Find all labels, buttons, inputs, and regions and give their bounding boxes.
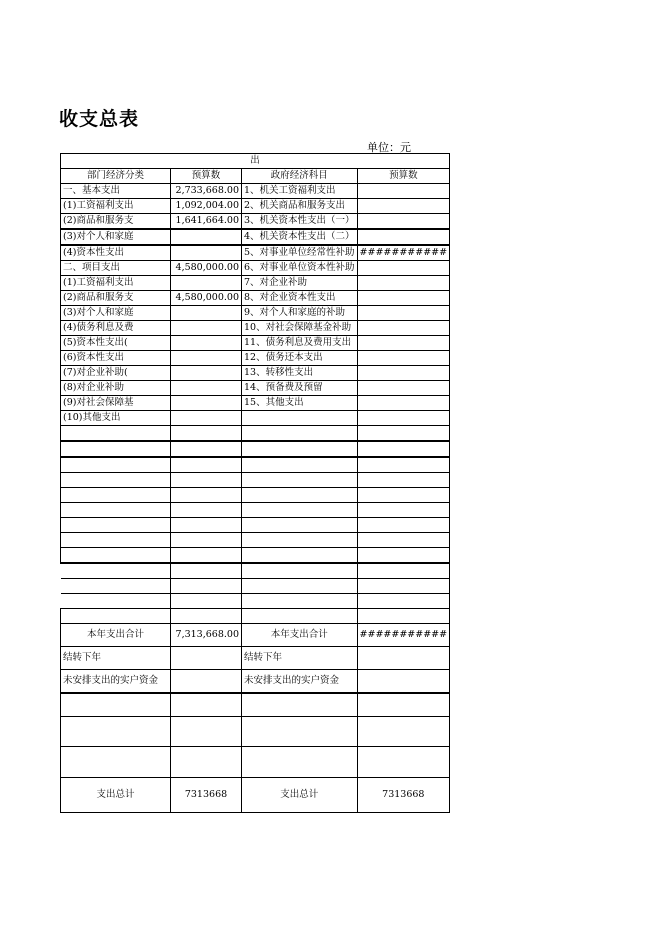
empty-cell[interactable] (242, 457, 358, 473)
empty-cell[interactable] (61, 747, 171, 778)
table-row (61, 306, 450, 321)
table-row (61, 411, 450, 426)
cell-budget-1[interactable] (171, 336, 242, 351)
empty-cell[interactable] (171, 488, 242, 503)
cell-budget-2[interactable] (357, 261, 450, 276)
empty-row (61, 488, 450, 503)
cell-dept-class[interactable]: (4)债务利息及费 (61, 321, 171, 336)
empty-cell[interactable] (171, 503, 242, 518)
year-total-value-right[interactable]: ########### (357, 624, 450, 647)
cell-dept-class[interactable]: (6)资本性支出 (61, 351, 171, 366)
year-total-value-left[interactable]: 7,313,668.00 (171, 624, 242, 647)
empty-cell[interactable] (242, 503, 358, 518)
cell-budget-2[interactable] (357, 291, 450, 306)
empty-cell[interactable] (242, 518, 358, 533)
empty-cell[interactable] (242, 488, 358, 503)
column-header-row (61, 169, 450, 184)
empty-row (61, 533, 450, 548)
cell-dept-class[interactable]: (3)对个人和家庭 (61, 306, 171, 321)
header-gov-subject: 政府经济科目 (242, 169, 358, 184)
empty-cell[interactable] (61, 609, 171, 624)
empty-row (61, 473, 450, 488)
grand-total-label-left: 支出总计 (61, 778, 171, 813)
empty-row (61, 548, 450, 564)
cell-budget-1[interactable] (171, 321, 242, 336)
empty-cell[interactable] (61, 503, 171, 518)
empty-cell[interactable] (171, 533, 242, 548)
cell-dept-class[interactable]: (8)对企业补助 (61, 381, 171, 396)
unarranged-funds-row (61, 670, 450, 694)
empty-cell[interactable] (171, 579, 242, 594)
empty-cell[interactable] (171, 594, 242, 609)
cell-dept-class[interactable]: (7)对企业补助( (61, 366, 171, 381)
cell-gov-subject[interactable]: 11、债务利息及费用支出 (242, 336, 358, 351)
empty-cell[interactable] (357, 441, 450, 457)
cell-dept-class[interactable]: (3)对个人和家庭 (61, 229, 171, 245)
empty-row (61, 717, 450, 747)
cell-budget-2[interactable] (357, 381, 450, 396)
empty-cell[interactable] (242, 693, 358, 717)
empty-cell[interactable] (171, 717, 242, 747)
empty-cell[interactable] (171, 747, 242, 778)
cell-budget-2[interactable] (357, 199, 450, 214)
table-row (61, 396, 450, 411)
empty-cell[interactable] (357, 548, 450, 564)
empty-cell[interactable] (61, 548, 171, 564)
unit-label: 单位：元 (367, 141, 411, 154)
cell-dept-class[interactable]: (1)工资福利支出 (61, 199, 171, 214)
empty-cell[interactable] (357, 747, 450, 778)
table-row (61, 336, 450, 351)
section-header: 出 (61, 154, 450, 169)
cell-budget-2[interactable] (357, 214, 450, 230)
cell-gov-subject[interactable]: 3、机关资本性支出（一） (242, 214, 358, 230)
cell-gov-subject[interactable]: 12、债务还本支出 (242, 351, 358, 366)
cell-budget-2[interactable] (357, 321, 450, 336)
empty-cell[interactable] (357, 426, 450, 442)
table-row (61, 291, 450, 306)
cell-budget-2[interactable] (357, 276, 450, 291)
empty-cell[interactable] (357, 717, 450, 747)
cell-dept-class[interactable]: (4)资本性支出 (61, 245, 171, 261)
empty-cell[interactable] (171, 518, 242, 533)
cell-budget-1[interactable]: 2,733,668.00 (171, 184, 242, 199)
table-row (61, 366, 450, 381)
table-row (61, 229, 450, 245)
cell-gov-subject[interactable]: 5、对事业单位经常性补助 (242, 245, 358, 261)
cell-budget-2[interactable] (357, 336, 450, 351)
unarranged-label-right: 未安排支出的实户资金 (242, 670, 358, 694)
unarranged-label-left: 未安排支出的实户资金 (61, 670, 171, 694)
empty-cell[interactable] (171, 441, 242, 457)
table-row (61, 199, 450, 214)
empty-row (61, 579, 450, 594)
grand-total-row (61, 778, 450, 813)
cell-budget-2[interactable] (357, 396, 450, 411)
cell-gov-subject[interactable]: 6、对事业单位资本性补助 (242, 261, 358, 276)
empty-row (61, 609, 450, 624)
empty-row (61, 594, 450, 609)
empty-cell[interactable] (61, 594, 171, 609)
header-budget-1: 预算数 (171, 169, 242, 184)
carry-forward-row (61, 647, 450, 670)
cell-budget-1[interactable] (171, 351, 242, 366)
cell-budget-2[interactable] (357, 351, 450, 366)
empty-cell[interactable] (357, 693, 450, 717)
empty-cell[interactable] (61, 563, 171, 579)
cell-budget-1[interactable] (171, 381, 242, 396)
empty-cell[interactable] (242, 579, 358, 594)
cell-budget-1[interactable] (171, 411, 242, 426)
cell-budget-2[interactable] (357, 366, 450, 381)
table-row (61, 214, 450, 230)
empty-cell[interactable] (171, 693, 242, 717)
empty-row (61, 563, 450, 579)
cell-gov-subject[interactable] (242, 411, 358, 426)
empty-cell[interactable] (357, 518, 450, 533)
cell-budget-2[interactable] (357, 229, 450, 245)
empty-row (61, 503, 450, 518)
empty-cell[interactable] (357, 594, 450, 609)
year-total-label-right: 本年支出合计 (242, 624, 358, 647)
header-budget-2: 预算数 (357, 169, 450, 184)
grand-total-value-left[interactable]: 7313668 (171, 778, 242, 813)
table-row (61, 184, 450, 199)
empty-cell[interactable] (357, 473, 450, 488)
cell-budget-1[interactable] (171, 366, 242, 381)
unarranged-value-left[interactable] (171, 670, 242, 694)
cell-dept-class[interactable]: (2)商品和服务支 (61, 214, 171, 230)
cell-gov-subject[interactable]: 2、机关商品和服务支出 (242, 199, 358, 214)
cell-dept-class[interactable]: (1)工资福利支出 (61, 276, 171, 291)
empty-cell[interactable] (171, 563, 242, 579)
cell-budget-1[interactable] (171, 306, 242, 321)
cell-budget-1[interactable] (171, 396, 242, 411)
cell-budget-2[interactable]: ########### (357, 245, 450, 261)
empty-cell[interactable] (61, 533, 171, 548)
empty-cell[interactable] (242, 747, 358, 778)
cell-budget-1[interactable] (171, 229, 242, 245)
year-total-label-left: 本年支出合计 (61, 624, 171, 647)
empty-cell[interactable] (171, 548, 242, 564)
carry-forward-value-left[interactable] (171, 647, 242, 670)
empty-cell[interactable] (242, 609, 358, 624)
empty-row (61, 426, 450, 442)
section-header-row (61, 154, 450, 169)
empty-cell[interactable] (242, 426, 358, 442)
empty-cell[interactable] (357, 533, 450, 548)
table-row (61, 351, 450, 366)
empty-cell[interactable] (242, 594, 358, 609)
header-dept-class: 部门经济分类 (61, 169, 171, 184)
empty-row (61, 747, 450, 778)
empty-cell[interactable] (171, 609, 242, 624)
cell-gov-subject[interactable]: 7、对企业补助 (242, 276, 358, 291)
carry-forward-label-left: 结转下年 (61, 647, 171, 670)
grand-total-label-right: 支出总计 (242, 778, 358, 813)
cell-dept-class[interactable]: 一、基本支出 (61, 184, 171, 199)
empty-cell[interactable] (61, 579, 171, 594)
cell-gov-subject[interactable]: 15、其他支出 (242, 396, 358, 411)
cell-budget-2[interactable] (357, 184, 450, 199)
cell-gov-subject[interactable]: 14、预备费及预留 (242, 381, 358, 396)
cell-budget-1[interactable] (171, 245, 242, 261)
cell-budget-1[interactable]: 4,580,000.00 (171, 261, 242, 276)
carry-forward-label-right: 结转下年 (242, 647, 358, 670)
cell-dept-class[interactable]: (9)对社会保障基 (61, 396, 171, 411)
cell-budget-2[interactable] (357, 306, 450, 321)
expenditure-table (60, 153, 450, 813)
empty-cell[interactable] (171, 457, 242, 473)
empty-cell[interactable] (242, 473, 358, 488)
cell-gov-subject[interactable]: 13、转移性支出 (242, 366, 358, 381)
cell-budget-1[interactable]: 4,580,000.00 (171, 291, 242, 306)
table-row (61, 321, 450, 336)
empty-cell[interactable] (357, 579, 450, 594)
carry-forward-value-right[interactable] (357, 647, 450, 670)
table-row (61, 245, 450, 261)
empty-cell[interactable] (61, 426, 171, 442)
empty-cell[interactable] (357, 503, 450, 518)
empty-cell[interactable] (242, 717, 358, 747)
empty-cell[interactable] (357, 563, 450, 579)
page-title: 收支总表 (59, 108, 140, 130)
cell-dept-class[interactable]: (5)资本性支出( (61, 336, 171, 351)
empty-cell[interactable] (357, 488, 450, 503)
empty-cell[interactable] (61, 488, 171, 503)
table-row (61, 381, 450, 396)
empty-cell[interactable] (242, 548, 358, 564)
table-row (61, 261, 450, 276)
empty-cell[interactable] (61, 518, 171, 533)
empty-cell[interactable] (357, 609, 450, 624)
grand-total-value-right[interactable]: 7313668 (357, 778, 450, 813)
cell-gov-subject[interactable]: 4、机关资本性支出（二） (242, 229, 358, 245)
cell-gov-subject[interactable]: 8、对企业资本性支出 (242, 291, 358, 306)
cell-dept-class[interactable]: (2)商品和服务支 (61, 291, 171, 306)
table-row (61, 276, 450, 291)
cell-budget-1[interactable] (171, 276, 242, 291)
empty-row (61, 457, 450, 473)
cell-budget-2[interactable] (357, 411, 450, 426)
empty-cell[interactable] (61, 441, 171, 457)
empty-row (61, 693, 450, 717)
cell-dept-class[interactable]: (10)其他支出 (61, 411, 171, 426)
cell-gov-subject[interactable]: 10、对社会保障基金补助 (242, 321, 358, 336)
empty-cell[interactable] (357, 457, 450, 473)
empty-cell[interactable] (61, 693, 171, 717)
cell-gov-subject[interactable]: 1、机关工资福利支出 (242, 184, 358, 199)
empty-row (61, 441, 450, 457)
empty-cell[interactable] (242, 563, 358, 579)
empty-cell[interactable] (242, 533, 358, 548)
cell-budget-1[interactable]: 1,092,004.00 (171, 199, 242, 214)
empty-row (61, 518, 450, 533)
unarranged-value-right[interactable] (357, 670, 450, 694)
empty-cell[interactable] (171, 473, 242, 488)
empty-cell[interactable] (242, 441, 358, 457)
empty-cell[interactable] (171, 426, 242, 442)
cell-dept-class[interactable]: 二、项目支出 (61, 261, 171, 276)
empty-cell[interactable] (61, 457, 171, 473)
year-total-row (61, 624, 450, 647)
empty-cell[interactable] (61, 717, 171, 747)
cell-gov-subject[interactable]: 9、对个人和家庭的补助 (242, 306, 358, 321)
empty-cell[interactable] (61, 473, 171, 488)
cell-budget-1[interactable]: 1,641,664.00 (171, 214, 242, 230)
